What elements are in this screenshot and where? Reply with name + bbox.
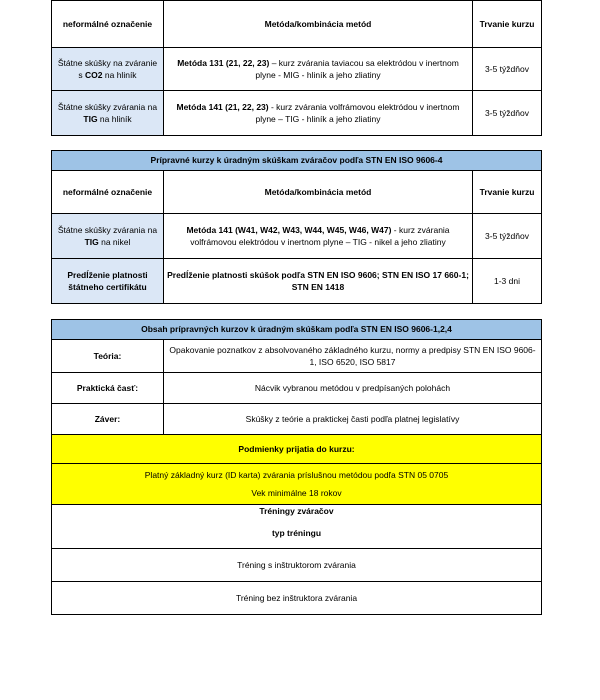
trainings-type-row	[52, 518, 542, 549]
conditions-text	[52, 464, 542, 505]
duration-cell: 3-5 týždňov	[473, 91, 542, 136]
conditions-row	[52, 464, 542, 505]
table-header-row	[52, 1, 542, 48]
method-cell: Metóda 131 (21, 22, 23) – kurz zvárania taviacou sa elektródou v inertnom plyne - MIG - hliník a jeho zliatiny	[164, 48, 473, 91]
header-informal-name: neformálné označenie	[52, 1, 164, 48]
informal-name-cell: Štátne skúšky zvárania na TIG na hliník	[52, 91, 164, 136]
row-label: Teória:	[52, 340, 164, 373]
content-row-practice	[52, 373, 542, 404]
conditions-title: Podmienky prijatia do kurzu:	[52, 435, 542, 464]
table-title-row	[52, 151, 542, 171]
informal-name-cell: Štátne skúšky zvárania na TIG na nikel	[52, 214, 164, 259]
table-row	[52, 48, 542, 91]
informal-name-cell: Štátne skúšky na zváranie s CO2 na hliník	[52, 48, 164, 91]
header-method: Metóda/kombinácia metód	[164, 1, 473, 48]
training-row	[52, 549, 542, 582]
condition-base-course: Platný základný kurz (ID karta) zvárania príslušnou metódou podľa STN 05 0705	[144, 469, 449, 480]
table-row	[52, 91, 542, 136]
method-cell: Metóda 141 (21, 22, 23) - kurz zvárania volfrámovou elektródou v inertnom plyne – TIG - hliník a jeho zliatiny	[164, 91, 473, 136]
trainings-type: typ tréningu	[52, 518, 542, 549]
training-with-instructor: Tréning s inštruktorom zvárania	[52, 549, 542, 582]
header-duration: Trvanie kurzu	[473, 171, 542, 214]
row-value: Opakovanie poznatkov z absolvovaného základného kurzu, normy a predpisy STN EN ISO 9606-1, ISO 6520, ISO 5817	[164, 340, 542, 373]
row-label: Praktická časť:	[52, 373, 164, 404]
table-row	[52, 214, 542, 259]
content-row-conclusion	[52, 404, 542, 435]
informal-name-cell: Predĺženie platnosti štátneho certifikátu	[52, 259, 164, 304]
duration-cell: 3-5 týždňov	[473, 214, 542, 259]
method-cell: Metóda 141 (W41, W42, W43, W44, W45, W46, W47) - kurz zvárania volfrámovou elektródou v inertnom plyne – TIG - nikel a jeho zliatiny	[164, 214, 473, 259]
header-method: Metóda/kombinácia metód	[164, 171, 473, 214]
courses-table-nickel	[51, 150, 542, 304]
method-cell: Predĺženie platnosti skúšok podľa STN EN ISO 9606; STN EN ISO 17 660-1; STN EN 1418	[164, 259, 473, 304]
content-row-theory	[52, 340, 542, 373]
course-content-table	[51, 319, 542, 615]
conditions-title-row	[52, 435, 542, 464]
table-title: Obsah prípravných kurzov k úradným skúškam podľa STN EN ISO 9606-1,2,4	[52, 320, 542, 340]
table-row	[52, 259, 542, 304]
trainings-title: Tréningy zváračov	[52, 505, 542, 519]
header-informal-name: neformálné označenie	[52, 171, 164, 214]
training-row	[52, 582, 542, 615]
row-value: Nácvik vybranou metódou v predpísaných polohách	[164, 373, 542, 404]
table-title-row	[52, 320, 542, 340]
trainings-title-row	[52, 505, 542, 519]
condition-min-age: Vek minimálne 18 rokov	[251, 488, 342, 498]
row-value: Skúšky z teórie a praktickej časti podľa platnej legislatívy	[164, 404, 542, 435]
courses-table-aluminium	[51, 0, 542, 136]
duration-cell: 1-3 dni	[473, 259, 542, 304]
training-without-instructor: Tréning bez inštruktora zvárania	[52, 582, 542, 615]
table-header-row	[52, 171, 542, 214]
row-label: Záver:	[52, 404, 164, 435]
table-title: Prípravné kurzy k úradným skúškam zváračov podľa STN EN ISO 9606-4	[52, 151, 542, 171]
header-duration: Trvanie kurzu	[473, 1, 542, 48]
duration-cell: 3-5 týždňov	[473, 48, 542, 91]
